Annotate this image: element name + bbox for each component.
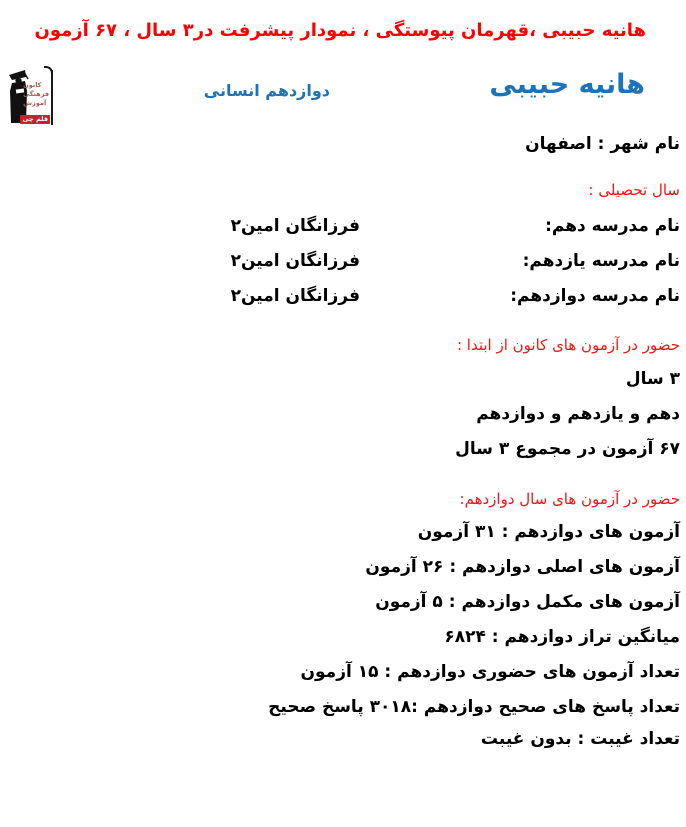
attendance-line: دهم و یازدهم و دوازدهم [476,404,680,424]
twelfth-line: تعداد پاسخ های صحیح دوازدهم :۳۰۱۸ پاسخ صحیح [268,697,680,717]
school-label: نام مدرسه یازدهم: [522,251,680,271]
school-row-10 [6,215,680,237]
logo-text-line: فرهنگی [23,90,49,98]
twelfth-line: میانگین تراز دوازدهم : ۶۸۲۴ [444,627,680,647]
grade-field: دوازدهم انسانی [203,81,330,100]
twelfth-line: تعداد آزمون های حضوری دوازدهم : ۱۵ آزمون [300,662,680,682]
logo-text-line: کانون [23,81,42,89]
twelfth-line: آزمون های اصلی دوازدهم : ۲۶ آزمون [365,557,680,577]
twelfth-line: آزمون های مکمل دوازدهم : ۵ آزمون [375,592,680,612]
school-label: نام مدرسه دوازدهم: [510,286,680,306]
page-title: هانیه حبیبی ،قهرمان پیوستگی ، نمودار پیشرفت در۳ سال ، ۶۷ آزمون [34,20,646,41]
school-label: نام مدرسه دهم: [545,216,680,236]
logo-pen-icon [51,70,53,125]
logo-text [23,81,49,107]
student-name: هانیه حبیبی [489,69,645,100]
twelfth-heading: حضور در آزمون های سال دوازدهم: [459,490,680,508]
logo-badge: قلم چی [22,115,48,123]
school-row-12 [6,285,680,307]
twelfth-line: تعداد غیبت : بدون غیبت [480,729,680,749]
logo-text-line: آموزش [23,99,47,107]
attendance-heading: حضور در آزمون های کانون از ابتدا : [456,336,680,354]
school-value: فرزانگان امین۲ [230,286,360,306]
city-line: نام شهر : اصفهان [525,134,680,154]
academic-year-label: سال تحصیلی : [588,181,680,199]
school-value: فرزانگان امین۲ [230,251,360,271]
school-row-11 [6,250,680,272]
twelfth-line: آزمون های دوازدهم : ۳۱ آزمون [417,522,680,542]
school-value: فرزانگان امین۲ [230,216,360,236]
attendance-line: ۳ سال [625,369,680,389]
attendance-line: ۶۷ آزمون در مجموع ۳ سال [455,439,680,459]
kanoon-logo [8,66,53,125]
